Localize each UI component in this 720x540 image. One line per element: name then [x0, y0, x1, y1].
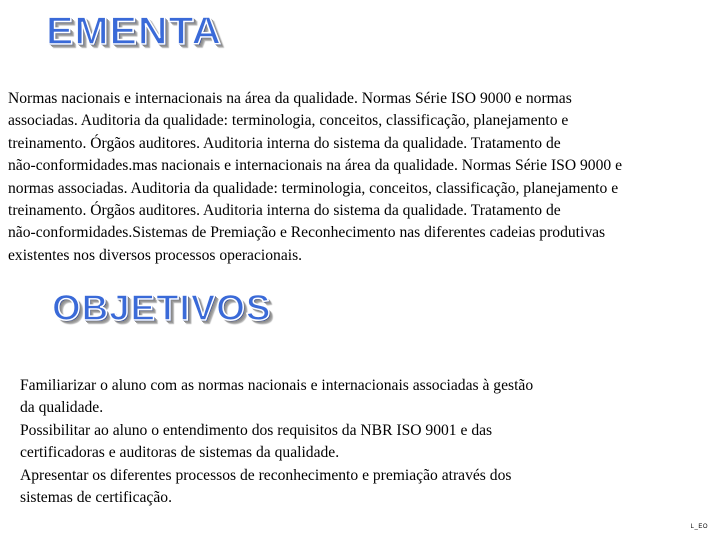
footer-mark: L_EO	[690, 524, 708, 530]
ementa-line: Normas nacionais e internacionais na área da qualidade. Normas Série ISO 9000 e normas	[8, 90, 572, 107]
ementa-line: treinamento. Órgãos auditores. Auditoria interna do sistema da qualidade. Tratamento de	[8, 134, 561, 152]
ementa-line: associadas. Auditoria da qualidade: terminologia, conceitos, classificação, planejamento e	[8, 112, 569, 130]
objetivos-paragraph	[20, 375, 640, 509]
objetivos-title: OBJETIVOS	[52, 287, 272, 328]
ementa-line: treinamento. Órgãos auditores. Auditoria interna do sistema da qualidade. Tratamento de	[8, 202, 561, 220]
objetivos-line: certificadoras e auditoras de sistemas da qualidade.	[20, 444, 340, 462]
ementa-line: normas associadas. Auditoria da qualidade: terminologia, conceitos, classificação, planejamento e	[8, 179, 619, 197]
ementa-paragraph	[8, 88, 718, 267]
objetivos-line: Apresentar os diferentes processos de reconhecimento e premiação através dos	[20, 466, 512, 484]
ementa-line: não-conformidades.mas nacionais e internacionais na área da qualidade. Normas Série ISO 9000 e	[8, 157, 622, 175]
objetivos-line: sistemas de certificação.	[20, 489, 172, 507]
ementa-line: existentes nos diversos processos operacionais.	[8, 246, 303, 264]
objetivos-line: Familiarizar o aluno com as normas nacionais e internacionais associadas à gestão	[20, 377, 534, 394]
ementa-title: EMENTA	[46, 10, 223, 53]
ementa-line: não-conformidades.Sistemas de Premiação e Reconhecimento nas diferentes cadeias produtivas	[8, 224, 606, 242]
objetivos-line: Possibilitar ao aluno o entendimento dos requisitos da NBR ISO 9001 e das	[20, 421, 493, 439]
objetivos-line: da qualidade.	[20, 399, 104, 417]
